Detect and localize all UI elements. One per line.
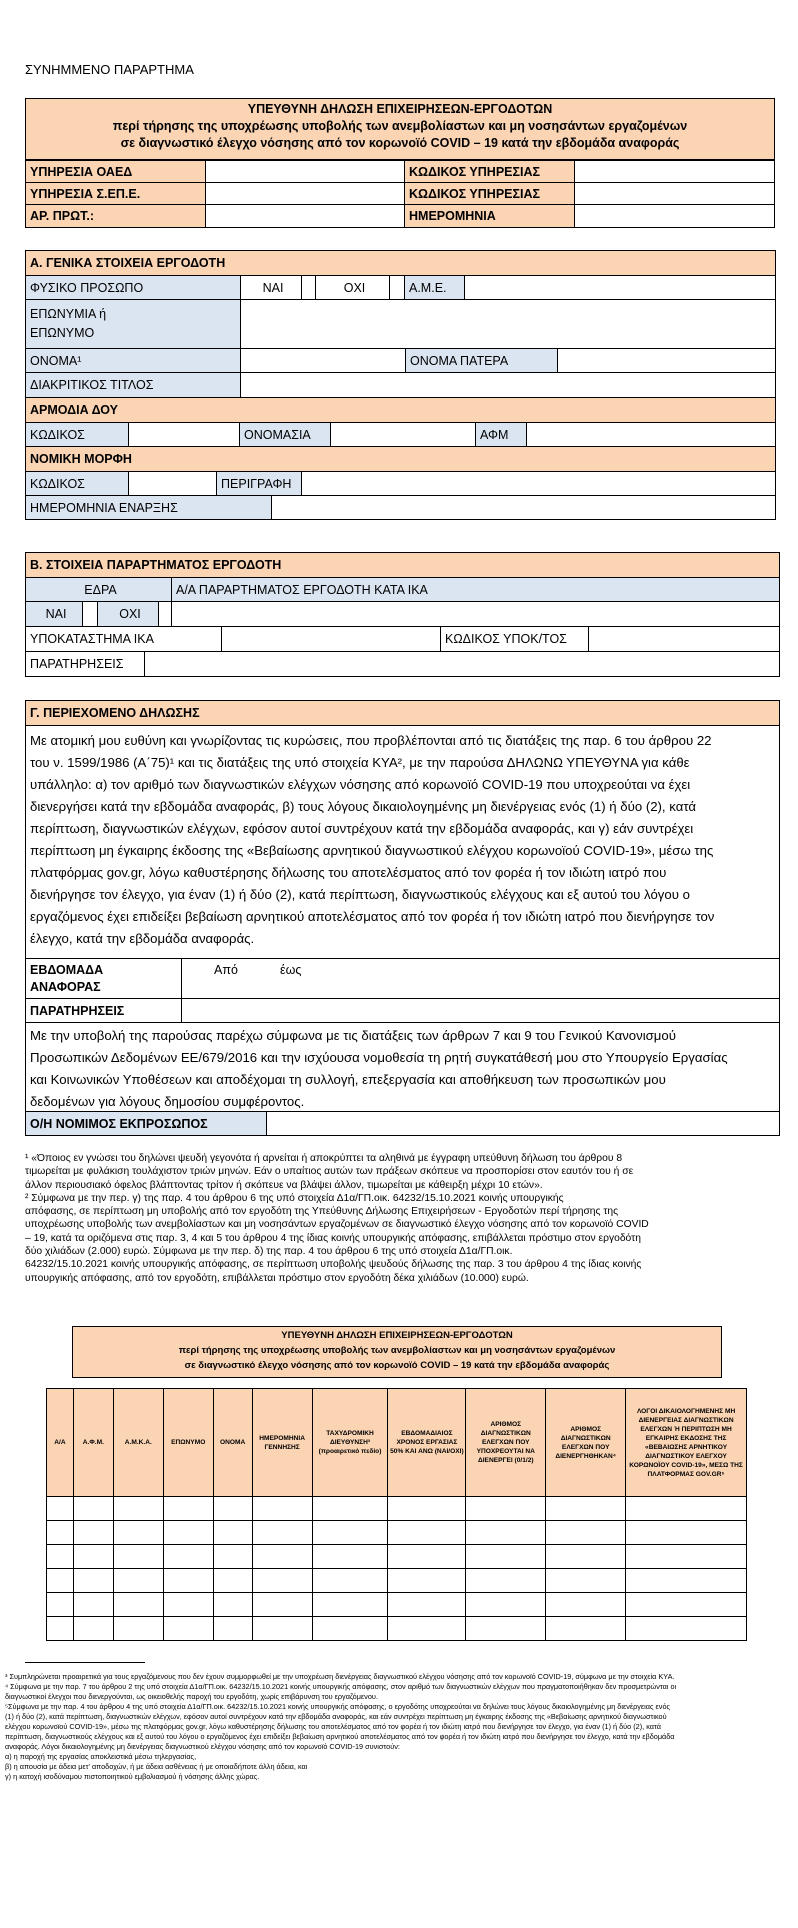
natural-person-label: ΦΥΣΙΚΟ ΠΡΟΣΩΠΟ: [25, 275, 241, 300]
section-c-title: Γ. ΠΕΡΙΕΧΟΜΕΝΟ ΔΗΛΩΣΗΣ: [25, 700, 780, 726]
table-cell[interactable]: [113, 1593, 163, 1617]
table-cell[interactable]: [252, 1545, 312, 1569]
representative-label: Ο/Η ΝΟΜΙΜΟΣ ΕΚΠΡΟΣΩΠΟΣ: [25, 1111, 267, 1136]
table-row: [47, 1545, 747, 1569]
table-cell[interactable]: [626, 1569, 747, 1593]
header-line-1: ΥΠΕΥΘΥΝΗ ΔΗΛΩΣΗ ΕΠΙΧΕΙΡΗΣΕΩΝ-ΕΡΓΟΔΟΤΩΝ: [247, 102, 553, 116]
oaed-field[interactable]: [205, 160, 405, 183]
section-b: [25, 552, 780, 682]
seat-label: ΕΔΡΑ: [25, 577, 172, 602]
legal-form-header: ΝΟΜΙΚΗ ΜΟΡΦΗ: [25, 446, 776, 472]
seat-yes-checkbox[interactable]: [82, 601, 98, 627]
table-header-row: [47, 1389, 747, 1497]
reference-week-field[interactable]: [181, 958, 780, 999]
declaration-line-8: διενήργησε τον έλεγχο, για έναν (1) ή δύο (2), κατά περίπτωση, διαγνωστικούς ελέγχους και εξ αυτού του λόγου ο: [30, 887, 690, 902]
table-header-line-3: σε διαγνωστικό έλεγχο νόσησης από τον κορωνοϊό COVID – 19 κατά την εβδομάδα αναφοράς: [184, 1360, 610, 1371]
table-cell[interactable]: [466, 1617, 546, 1641]
afm-field[interactable]: [526, 422, 776, 447]
section-b-title: Β. ΣΤΟΙΧΕΙΑ ΠΑΡΑΡΤΗΜΑΤΟΣ ΕΡΓΟΔΟΤΗ: [25, 552, 780, 578]
section-b-remarks-field[interactable]: [144, 651, 780, 677]
declaration-line-6: περίπτωση μη έγκαιρης έκδοσης της «Βεβαίωσης αρνητικού διαγνωστικού ελέγχου κορωνοϊού COVID-19», μέσω της: [30, 843, 714, 858]
table-cell[interactable]: [47, 1617, 74, 1641]
table-cell[interactable]: [626, 1617, 747, 1641]
sepe-field[interactable]: [205, 182, 405, 205]
footnote-line-6: υποχρέωσης υποβολής των ανεμβολίαστων και μη νοσησάντων εργαζομένων σε διαγνωστικό έλεγχο νόσησης από τον κορωνοϊό COVID: [25, 1219, 649, 1231]
footnotes: [25, 1152, 775, 1285]
table-cell[interactable]: [252, 1617, 312, 1641]
tax-office-name-label: ΟΝΟΜΑΣΙΑ: [239, 422, 331, 447]
bottom-footnote-line-8: αναφοράς. Λόγοι δικαιολογημένης μη διενέργειας διαγνωστικού ελέγχου νόσησης από τον κορωνοϊό COVID-19 συνιστούν:: [5, 1742, 400, 1751]
table-cell[interactable]: [47, 1593, 74, 1617]
section-b-remarks-label: ΠΑΡΑΤΗΡΗΣΕΙΣ: [25, 651, 145, 677]
date-label: ΗΜΕΡΟΜΗΝΙΑ: [404, 204, 575, 228]
table-cell[interactable]: [47, 1521, 74, 1545]
tax-office-name-field[interactable]: [330, 422, 476, 447]
father-name-label: ΟΝΟΜΑ ΠΑΤΕΡΑ: [405, 348, 558, 373]
tax-office-header: ΑΡΜΟΔΙΑ ΔΟΥ: [25, 397, 776, 423]
no-label: ΟΧΙ: [315, 275, 390, 300]
table-cell[interactable]: [213, 1569, 252, 1593]
table-cell[interactable]: [252, 1593, 312, 1617]
declaration-line-4: διενεργήσει κατά την εβδομάδα αναφοράς, β) τους λόγους δικαιολογημένης μη διενέργειας ενός (1) ή δύο (2), κατά: [30, 799, 696, 814]
table-cell[interactable]: [163, 1497, 213, 1521]
legal-form-code-label: ΚΩΔΙΚΟΣ: [25, 471, 129, 496]
header-line-2: περί τήρησης της υποχρέωσης υποβολής των ανεμβολίαστων και μη νοσησάντων εργαζομένων: [112, 119, 688, 133]
column-header: ΑΡΙΘΜΟΣ ΔΙΑΓΝΩΣΤΙΚΩΝ ΕΛΕΓΧΩΝ ΠΟΥ ΔΙΕΝΕΡΓΗΘΗΚΑΝ⁴: [546, 1389, 626, 1497]
footnote-line-9: 64232/15.10.2021 κοινής υπουργικής απόφασης, σε περίπτωση υποβολής ψευδούς δήλωσης της παρ. 3 του άρθρου 4 της ίδιας κοινής: [25, 1259, 642, 1271]
table-row: [47, 1497, 747, 1521]
table-cell[interactable]: [163, 1593, 213, 1617]
ame-label: Α.Μ.Ε.: [404, 275, 465, 300]
table-cell[interactable]: [163, 1569, 213, 1593]
week-from-label: Από: [214, 963, 238, 977]
column-header: Α.Μ.Κ.Α.: [113, 1389, 163, 1497]
bottom-footnote-line-9: α) η παροχή της εργασίας αποκλειστικά μέσω τηλεργασίας,: [5, 1752, 197, 1761]
declaration-line-9: εργαζόμενος έχει επιδείξει βεβαίωση αρνητικού αποτελέσματος από τον φορέα ή τον ιδιώτη ιατρό που διενήργησε τον: [30, 909, 715, 924]
consent-line-1: Με την υποβολή της παρούσας παρέχω σύμφωνα με τις διατάξεις των άρθρων 7 και 9 του Γενικού Κανονισμού: [30, 1028, 676, 1043]
header-line-3: σε διαγνωστικό έλεγχο νόσησης από τον κορωνοϊό COVID – 19 κατά την εβδομάδα αναφοράς: [120, 136, 680, 150]
table-cell[interactable]: [73, 1569, 113, 1593]
footnote-line-2: τιμωρείται με φυλάκιση τουλάχιστον τριών μηνών. Εάν ο υπαίτιος αυτών των πράξεων σκόπευε να προσπορίσει στον εαυτόν του ή σε: [25, 1166, 634, 1178]
column-header: ΤΑΧΥΔΡΟΜΙΚΗ ΔΙΕΥΘΥΝΣΗ³ (προαιρετικό πεδίο): [312, 1389, 388, 1497]
table-cell[interactable]: [73, 1593, 113, 1617]
column-header: ΟΝΟΜΑ: [213, 1389, 252, 1497]
table-cell[interactable]: [213, 1521, 252, 1545]
table-cell[interactable]: [73, 1617, 113, 1641]
table-cell[interactable]: [626, 1545, 747, 1569]
reference-week-label: [25, 958, 182, 999]
footnote-line-4: ² Σύμφωνα με την περ. γ) της παρ. 4 του άρθρου 6 της υπό στοιχεία Δ1α/ΓΠ.οικ. 64232/15.10.2021 κοινής υπουργικής: [25, 1192, 564, 1204]
table-cell[interactable]: [546, 1545, 626, 1569]
declaration-text: [25, 725, 780, 959]
reference-week-label-line-2: ΑΝΑΦΟΡΑΣ: [30, 980, 101, 994]
bottom-footnote-line-3: διαγνωστικοί έλεγχοι που διενεργούνται, ως οικειοθελής παροχή του εργοδότη, χωρίς επιβάρυνση του εργαζόμενου.: [5, 1692, 378, 1701]
column-header: ΕΒΔΟΜΑΔΙΑΙΟΣ ΧΡΟΝΟΣ ΕΡΓΑΣΙΑΣ 50% ΚΑΙ ΑΝΩ (ΝΑΙ/ΟΧΙ): [388, 1389, 466, 1497]
table-cell[interactable]: [546, 1593, 626, 1617]
table-cell[interactable]: [546, 1521, 626, 1545]
table-cell[interactable]: [113, 1521, 163, 1545]
column-header: ΕΠΩΝΥΜΟ: [163, 1389, 213, 1497]
section-c: [25, 700, 780, 1134]
company-name-label-line-2: ΕΠΩΝΥΜΟ: [30, 326, 95, 340]
table-cell[interactable]: [546, 1617, 626, 1641]
footnote-line-8: δύο χιλιάδων (2.000) ευρώ. Σύμφωνα με την περ. δ) της παρ. 4 του άρθρου 6 της υπό στοιχεία Δ1α/ΓΠ.οικ.: [25, 1246, 513, 1258]
column-header: ΛΟΓΟΙ ΔΙΚΑΙΟΛΟΓΗΜΕΝΗΣ ΜΗ ΔΙΕΝΕΡΓΕΙΑΣ ΔΙΑΓΝΩΣΤΙΚΩΝ ΕΛΕΓΧΩΝ Ή ΠΕΡΙΠΤΩΣΗ ΜΗ ΕΓΚΑΙΡΗΣ ΕΚΔΟΣΗΣ ΤΗΣ «ΒΕΒΑΙΩΣΗΣ ΑΡΝΗΤΙΚΟΥ ΔΙΑΓΝΩΣΤΙΚΟΥ ΕΛΕΓΧΟΥ ΚΟΡΩΝΟΪΟΥ COVID-19», ΜΕΣΩ ΤΗΣ ΠΛΑΤΦΟΡΜΑΣ GOV.GR⁵: [626, 1389, 747, 1497]
column-header: Α.Φ.Μ.: [73, 1389, 113, 1497]
declaration-line-2: του ν. 1599/1986 (Α΄75)¹ και τις διατάξεις της υπό στοιχεία ΚΥΑ², με την παρούσα ΔΗΛΩΝΩ ΥΠΕΥΘΥΝΑ για κάθε: [30, 755, 690, 770]
table-cell[interactable]: [626, 1521, 747, 1545]
yes-checkbox[interactable]: [301, 275, 316, 300]
footnote-line-3: άλλον περιουσιακό όφελος βλάπτοντας τρίτον ή σκόπευε να βλάψει άλλον, τιμωρείται με κάθειρξη μέχρι 10 ετών».: [25, 1179, 543, 1191]
column-header: ΑΡΙΘΜΟΣ ΔΙΑΓΝΩΣΤΙΚΩΝ ΕΛΕΓΧΩΝ ΠΟΥ ΥΠΟΧΡΕΟΥΤΑΙ ΝΑ ΔΙΕΝΕΡΓΕΙ (0/1/2): [466, 1389, 546, 1497]
table-cell[interactable]: [546, 1497, 626, 1521]
table-cell[interactable]: [73, 1545, 113, 1569]
sepe-label: ΥΠΗΡΕΣΙΑ Σ.ΕΠ.Ε.: [25, 182, 206, 205]
father-name-field[interactable]: [557, 348, 776, 373]
bottom-footnote-line-10: β) η απουσία με άδεια μετ' αποδοχών, ή με άδεια ασθένειας ή με οποιαδήποτε άλλη άδεια, και: [5, 1762, 308, 1771]
table-cell[interactable]: [388, 1569, 466, 1593]
table-cell[interactable]: [47, 1497, 74, 1521]
table-cell[interactable]: [47, 1545, 74, 1569]
table-cell[interactable]: [113, 1617, 163, 1641]
branch-number-field[interactable]: [171, 601, 780, 627]
footnote-line-10: υπουργικής απόφασης, από τον εργοδότη, επιβάλλεται πρόστιμο στον εργοδότη δέκα χιλιάδων (10.000) ευρώ.: [25, 1272, 529, 1284]
table-cell[interactable]: [312, 1569, 388, 1593]
table-cell[interactable]: [388, 1521, 466, 1545]
seat-no-label: ΟΧΙ: [97, 601, 159, 627]
legal-form-code-field[interactable]: [128, 471, 217, 496]
bottom-footnote-line-7: περίπτωση, διαγνωστικούς ελέγχους και εξ αυτού του λόγου ο εργαζόμενος έχει επιδείξει βεβαίωση αρνητικού αποτελέσματος από τον φορέα ή τον ιδιώτη ιατρό που διενήργησε τον έλεγχο, κατά την εβδομάδα: [5, 1732, 675, 1741]
table-cell[interactable]: [113, 1497, 163, 1521]
first-name-label: ΟΝΟΜΑ¹: [25, 348, 241, 373]
footnote-line-7: – 19, κατά τα οριζόμενα στις παρ. 3, 4 και 5 του άρθρου 4 της ίδιας κοινής υπουργικής απόφασης, επιβάλλεται πρόστιμο στον εργοδότη: [25, 1232, 641, 1244]
ika-branch-field[interactable]: [221, 626, 441, 652]
table-cell[interactable]: [312, 1545, 388, 1569]
oaed-code-label: ΚΩΔΙΚΟΣ ΥΠΗΡΕΣΙΑΣ: [404, 160, 575, 183]
bottom-footnote-line-6: ελέγχου κορωνοϊού COVID-19», μέσω της πλατφόρμας gov.gr, λόγω καθυστέρησης δήλωσης του αποτελέσματος από τον φορέα ή τον ιδιώτη ιατρό που διενήργησε τον έλεγχο, για έναν (1) ή δύο (2), κατά: [5, 1722, 661, 1731]
declaration-header: [25, 98, 775, 160]
table-cell[interactable]: [163, 1617, 213, 1641]
table-cell[interactable]: [388, 1497, 466, 1521]
annex-title: ΣΥΝΗΜΜΕΝΟ ΠΑΡΑΡΤΗΜΑ: [25, 62, 194, 77]
table-cell[interactable]: [73, 1497, 113, 1521]
legal-form-description-label: ΠΕΡΙΓΡΑΦΗ: [216, 471, 302, 496]
yes-label: ΝΑΙ: [240, 275, 302, 300]
section-a-title: Α. ΓΕΝΙΚΑ ΣΤΟΙΧΕΙΑ ΕΡΓΟΔΟΤΗ: [25, 250, 776, 276]
branch-code-field[interactable]: [588, 626, 780, 652]
table-row: [47, 1521, 747, 1545]
table-header: [72, 1326, 722, 1378]
table-cell[interactable]: [312, 1521, 388, 1545]
bottom-footnote-line-5: (1) ή δύο (2), κατά περίπτωση, διαγνωστικών ελέγχων, εφόσον αυτοί συντρέχουν κατά την εβδομάδα αναφοράς, και εάν συντρέχει περίπτωση μη έγκαιρης έκδοσης της «Βεβαίωσης αρνητικού διαγνωστικού: [5, 1712, 667, 1721]
table-cell[interactable]: [47, 1569, 74, 1593]
oaed-label: ΥΠΗΡΕΣΙΑ ΟΑΕΔ: [25, 160, 206, 183]
seat-yes-label: ΝΑΙ: [25, 601, 83, 627]
branch-number-label: Α/Α ΠΑΡΑΡΤΗΜΑΤΟΣ ΕΡΓΟΔΟΤΗ ΚΑΤΑ ΙΚΑ: [171, 577, 780, 602]
date-field[interactable]: [574, 204, 775, 228]
table-cell[interactable]: [466, 1593, 546, 1617]
table-cell[interactable]: [626, 1497, 747, 1521]
ame-field[interactable]: [464, 275, 776, 300]
protocol-field[interactable]: [205, 204, 405, 228]
tax-office-code-label: ΚΩΔΙΚΟΣ: [25, 422, 129, 447]
table-header-line-2: περί τήρησης της υποχρέωσης υποβολής των ανεμβολίαστων και μη νοσησάντων εργαζομένων: [178, 1345, 616, 1356]
trade-title-label: ΔΙΑΚΡΙΤΙΚΟΣ ΤΙΤΛΟΣ: [25, 372, 241, 398]
consent-line-4: δεδομένων για λόγους δημοσίου συμφέροντος.: [30, 1094, 305, 1109]
declaration-line-10: έλεγχο, κατά την εβδομάδα αναφοράς.: [30, 931, 255, 946]
table-cell[interactable]: [312, 1593, 388, 1617]
table-cell[interactable]: [466, 1569, 546, 1593]
table-cell[interactable]: [388, 1617, 466, 1641]
declaration-line-7: πλατφόρμας gov.gr, λόγω καθυστέρησης δήλωσης του αποτελέσματος από τον φορέα ή τον ιδιώτη ιατρό που: [30, 865, 667, 880]
bottom-footnote-line-4: ⁵Σύμφωνα με την παρ. 4 του άρθρου 4 της υπό στοιχεία Δ1α/ΓΠ.οικ. 64232/15.10.2021 κοινής υπουργικής απόφασης, ο εργοδότης υποχρεούται να δηλώνει τους λόγους δικαιολογημένης μη διενέργειας ενός: [5, 1702, 671, 1711]
start-date-label: ΗΜΕΡΟΜΗΝΙΑ ΕΝΑΡΞΗΣ: [25, 495, 272, 520]
declaration-line-5: περίπτωση, διαγνωστικών ελέγχων, εφόσον αυτοί συντρέχουν κατά την εβδομάδα αναφοράς, και γ) εάν συντρέχει: [30, 821, 694, 836]
consent-text: [25, 1022, 780, 1112]
bottom-footnotes: [5, 1672, 793, 1782]
table-cell[interactable]: [626, 1593, 747, 1617]
consent-line-2: Προσωπικών Δεδομένων ΕΕ/679/2016 και την ισχύουσα νομοθεσία τη ρητή συγκατάθεσή μου στο Υπουργείο Εργασίας: [30, 1050, 728, 1065]
table-row: [47, 1569, 747, 1593]
table-cell[interactable]: [546, 1569, 626, 1593]
section-c-remarks-label: ΠΑΡΑΤΗΡΗΣΕΙΣ: [25, 998, 182, 1023]
protocol-label: ΑΡ. ΠΡΩΤ.:: [25, 204, 206, 228]
employee-table: [46, 1388, 747, 1641]
table-row: [47, 1593, 747, 1617]
table-cell[interactable]: [466, 1521, 546, 1545]
bottom-footnote-line-11: γ) η κατοχή ισοδύναμου πιστοποιητικού εμβολιασμού ή νόσησης άλλης χώρας.: [5, 1772, 260, 1781]
seat-no-checkbox[interactable]: [158, 601, 172, 627]
table-cell[interactable]: [252, 1497, 312, 1521]
table-cell[interactable]: [213, 1617, 252, 1641]
table-cell[interactable]: [466, 1545, 546, 1569]
sepe-code-field[interactable]: [574, 182, 775, 205]
company-name-field[interactable]: [240, 299, 776, 349]
table-cell[interactable]: [466, 1497, 546, 1521]
company-name-label-line-1: ΕΠΩΝΥΜΙΑ ή: [30, 307, 107, 321]
representative-field[interactable]: [266, 1111, 780, 1136]
table-header-line-1: ΥΠΕΥΘΥΝΗ ΔΗΛΩΣΗ ΕΠΙΧΕΙΡΗΣΕΩΝ-ΕΡΓΟΔΟΤΩΝ: [281, 1330, 513, 1341]
table-cell[interactable]: [388, 1593, 466, 1617]
table-cell[interactable]: [163, 1545, 213, 1569]
section-a: [25, 250, 776, 532]
footnote-separator: [25, 1662, 145, 1663]
sepe-code-label: ΚΩΔΙΚΟΣ ΥΠΗΡΕΣΙΑΣ: [404, 182, 575, 205]
table-cell[interactable]: [252, 1521, 312, 1545]
table-cell[interactable]: [312, 1497, 388, 1521]
table-cell[interactable]: [113, 1545, 163, 1569]
trade-title-field[interactable]: [240, 372, 776, 398]
bottom-footnote-line-2: ⁴ Σύμφωνα με την παρ. 7 του άρθρου 2 της υπό στοιχεία Δ1α/ΓΠ.οικ. 64232/15.10.2021 κοινής υπουργικής απόφασης, στον αριθμό των διαγνωστικών ελέγχων που πραγματοποιήθηκαν δεν προσμετρώνται οι: [5, 1682, 677, 1691]
table-cell[interactable]: [213, 1497, 252, 1521]
table-row: [47, 1617, 747, 1641]
consent-line-3: και Κοινωνικών Υποθέσεων και αποδέχομαι τη συλλογή, επεξεργασία και αποθήκευση των προσωπικών μου: [30, 1072, 666, 1087]
footnote-line-5: απόφασης, σε περίπτωση μη υποβολής από τον εργοδότη της Υπεύθυνης Δήλωσης Επιχειρήσεων - Εργοδοτών περί τήρησης της: [25, 1206, 619, 1218]
start-date-field[interactable]: [271, 495, 776, 520]
table-cell[interactable]: [213, 1593, 252, 1617]
oaed-code-field[interactable]: [574, 160, 775, 183]
first-name-field[interactable]: [240, 348, 406, 373]
reference-week-label-line-1: ΕΒΔΟΜΑΔΑ: [30, 963, 104, 977]
table-cell[interactable]: [213, 1545, 252, 1569]
branch-code-label: ΚΩΔΙΚΟΣ ΥΠΟΚ/ΤΟΣ: [440, 626, 589, 652]
table-cell[interactable]: [113, 1569, 163, 1593]
table-cell[interactable]: [312, 1617, 388, 1641]
ika-branch-label: ΥΠΟΚΑΤΑΣΤΗΜΑ ΙΚΑ: [25, 626, 222, 652]
table-cell[interactable]: [163, 1521, 213, 1545]
tax-office-code-field[interactable]: [128, 422, 240, 447]
week-to-label: έως: [280, 963, 302, 977]
column-header: Α/Α: [47, 1389, 74, 1497]
footnote-line-1: ¹ «Όποιος εν γνώσει του δηλώνει ψευδή γεγονότα ή αρνείται ή αποκρύπτει τα αληθινά με έγγραφη υπεύθυνη δήλωση του άρθρου 8: [25, 1153, 623, 1164]
declaration-line-3: υπάλληλο: α) τον αριθμό των διαγνωστικών ελέγχων νόσησης από κορωνοϊό COVID-19 που υποχρεούται να έχει: [30, 777, 691, 792]
service-table: [25, 160, 775, 228]
section-c-remarks-field[interactable]: [181, 998, 780, 1023]
legal-form-description-field[interactable]: [301, 471, 776, 496]
column-header: ΗΜΕΡΟΜΗΝΙΑ ΓΕΝΝΗΣΗΣ: [252, 1389, 312, 1497]
declaration-line-1: Με ατομική μου ευθύνη και γνωρίζοντας τις κυρώσεις, που προβλέπονται από τις διατάξεις της παρ. 6 του άρθρου 22: [30, 733, 712, 748]
company-name-label: [25, 299, 241, 349]
bottom-footnote-line-1: ³ Συμπληρώνεται προαιρετικά για τους εργαζόμενους που δεν έχουν συμμορφωθεί με την υποχρέωση διενέργειας διαγνωστικού ελέγχου νόσησης από τον κορωνοϊό COVID-19, σύμφωνα με την στοιχεία ΚΥΑ.: [5, 1672, 675, 1681]
table-cell[interactable]: [73, 1521, 113, 1545]
table-cell[interactable]: [252, 1569, 312, 1593]
afm-label: ΑΦΜ: [475, 422, 527, 447]
no-checkbox[interactable]: [389, 275, 405, 300]
table-cell[interactable]: [388, 1545, 466, 1569]
